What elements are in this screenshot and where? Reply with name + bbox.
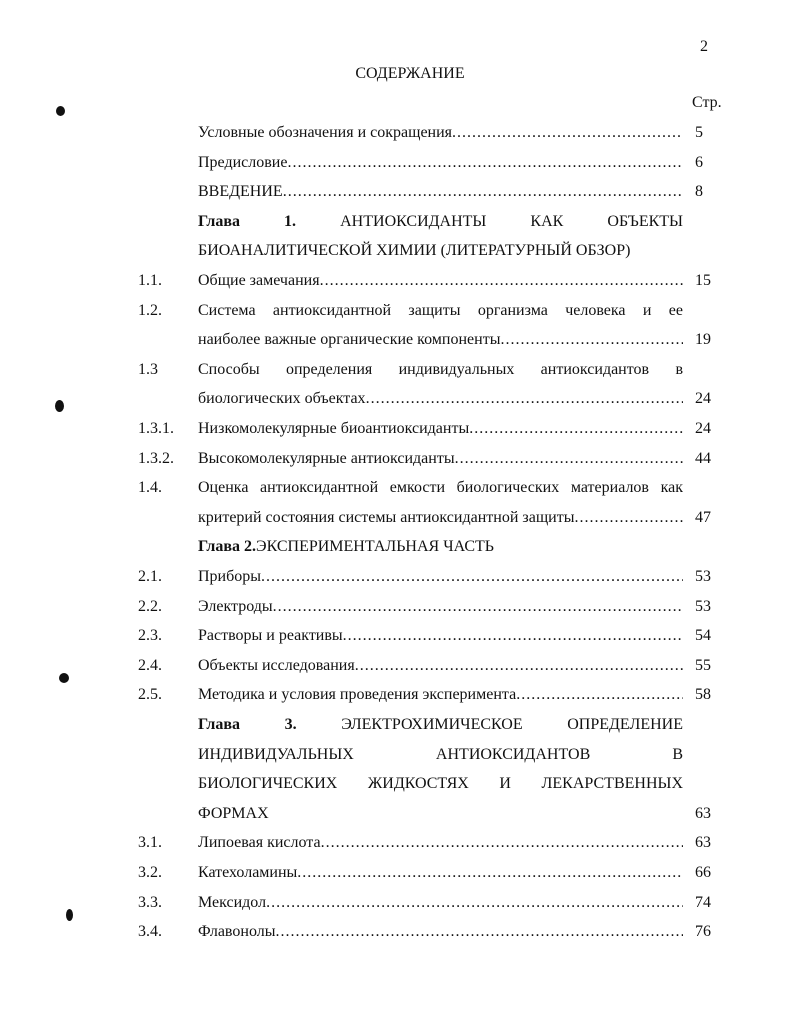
dot-leader xyxy=(366,388,683,410)
toc-page-number: 15 xyxy=(695,272,711,289)
toc-page-number: 63 xyxy=(695,834,711,852)
toc-line xyxy=(0,388,795,410)
toc-entry-text xyxy=(198,240,683,262)
toc-entry-text xyxy=(198,803,683,825)
toc-entry-title: наиболее важные органические компоненты xyxy=(198,331,501,349)
toc-entry-title: Катехоламины xyxy=(198,864,298,881)
toc-entry-title: ЭКСПЕРИМЕНТАЛЬНАЯ ЧАСТЬ xyxy=(256,538,494,556)
toc-line xyxy=(0,122,795,144)
page-number: 2 xyxy=(700,38,708,55)
toc-page-number: 8 xyxy=(695,183,703,201)
section-number: 3.3. xyxy=(138,893,162,911)
toc-entry-text xyxy=(198,773,683,795)
section-number: 3.2. xyxy=(138,864,162,881)
section-number: 1.1. xyxy=(138,272,162,289)
dot-leader xyxy=(516,684,683,706)
dot-leader xyxy=(266,892,683,914)
toc-entry-text xyxy=(198,359,683,381)
toc-line xyxy=(0,655,795,677)
toc-page-number: 63 xyxy=(695,804,711,822)
toc-line xyxy=(0,566,795,588)
toc-entry-text xyxy=(198,536,683,558)
toc-line xyxy=(0,892,795,914)
toc-entry-title: Общие замечания xyxy=(198,272,320,289)
section-number: 2.1. xyxy=(138,568,162,585)
section-number: 1.3.2. xyxy=(138,449,174,467)
toc-line xyxy=(0,596,795,618)
toc-line xyxy=(0,329,795,351)
section-number: 2.5. xyxy=(138,686,162,704)
scan-speck xyxy=(59,673,69,683)
dot-leader xyxy=(283,181,683,203)
toc-line xyxy=(0,921,795,943)
toc-line xyxy=(0,418,795,440)
section-number: 3.1. xyxy=(138,834,162,852)
toc-page-number: 66 xyxy=(695,864,711,881)
toc-page-number: 53 xyxy=(695,568,711,585)
section-number: 2.3. xyxy=(138,627,162,645)
section-number: 2.2. xyxy=(138,597,162,615)
toc-line xyxy=(0,744,795,766)
toc-entry-text xyxy=(198,181,683,203)
dot-leader xyxy=(455,448,683,470)
chapter-label: Глава 3. xyxy=(198,716,297,733)
toc-entry-title: Способы определения индивидуальных антиоксидантов в xyxy=(198,360,683,378)
toc-entry-text xyxy=(198,684,683,706)
toc-page-number: 54 xyxy=(695,627,711,645)
toc-entry-title: биологических объектах xyxy=(198,390,366,408)
toc-entry-title: Система антиоксидантной защиты организма человека и ее xyxy=(198,301,683,319)
toc-entry-text xyxy=(198,270,683,292)
toc-entry-text xyxy=(198,921,683,943)
toc-entry-title: АНТИОКСИДАНТЫ КАК ОБЪЕКТЫ xyxy=(340,212,683,230)
toc-entry-title: Условные обозначения и сокращения xyxy=(198,124,453,141)
toc-page-number: 47 xyxy=(695,508,711,526)
toc-line xyxy=(0,507,795,529)
toc-page-number: 6 xyxy=(695,153,703,171)
toc-entry-title: ВВЕДЕНИЕ xyxy=(198,183,283,201)
toc-entry-text xyxy=(198,744,683,766)
dot-leader xyxy=(574,507,683,529)
toc-entry-text xyxy=(198,596,683,618)
toc-line xyxy=(0,684,795,706)
dot-leader xyxy=(343,625,683,647)
toc-entry-text xyxy=(198,566,683,588)
toc-entry-title: Электроды xyxy=(198,597,273,615)
page-column-label: Стр. xyxy=(692,94,722,111)
toc-page-number: 44 xyxy=(695,449,711,467)
toc-entry-text xyxy=(198,122,683,144)
toc-entry-text xyxy=(198,388,683,410)
toc-line xyxy=(0,240,795,262)
toc-line xyxy=(0,448,795,470)
toc-entry-title: Низкомолекулярные биоантиоксиданты xyxy=(198,420,470,437)
toc-line xyxy=(0,773,795,795)
toc-entry-text xyxy=(198,862,683,884)
dot-leader xyxy=(500,329,683,351)
dot-leader xyxy=(452,122,683,144)
dot-leader xyxy=(261,566,683,588)
toc-entry-text xyxy=(198,714,683,736)
toc-entry-text xyxy=(198,892,683,914)
page-title: СОДЕРЖАНИЕ xyxy=(355,65,465,82)
toc-entry-title: Методика и условия проведения эксперимента xyxy=(198,686,517,704)
toc-line xyxy=(0,625,795,647)
toc-entry-text xyxy=(198,832,683,854)
dot-leader xyxy=(469,418,683,440)
toc-page-number: 24 xyxy=(695,390,711,408)
scan-speck xyxy=(55,400,64,412)
toc-entry-title: Объекты исследования xyxy=(198,656,355,674)
section-number: 1.2. xyxy=(138,301,162,319)
toc-entry-title: Высокомолекулярные антиоксиданты xyxy=(198,449,455,467)
toc-page-number: 53 xyxy=(695,597,711,615)
toc-page-number: 24 xyxy=(695,420,711,437)
toc-entry-text xyxy=(198,329,683,351)
toc-line xyxy=(0,477,795,499)
section-number: 1.3.1. xyxy=(138,420,174,437)
toc-entry-title: Липоевая кислота xyxy=(198,834,321,852)
toc-line xyxy=(0,803,795,825)
toc-entry-title: Мексидол xyxy=(198,893,267,911)
toc-entry-text xyxy=(198,655,683,677)
toc-line xyxy=(0,536,795,558)
toc-page-number: 74 xyxy=(695,893,711,911)
toc-entry-title: Флавонолы xyxy=(198,923,276,941)
toc-page-number: 58 xyxy=(695,686,711,704)
toc-entry-title: БИОАНАЛИТИЧЕСКОЙ ХИМИИ (ЛИТЕРАТУРНЫЙ ОБЗОР) xyxy=(198,242,631,260)
dot-leader xyxy=(287,152,683,174)
dot-leader xyxy=(355,655,683,677)
toc-entry-title: БИОЛОГИЧЕСКИХ ЖИДКОСТЯХ И ЛЕКАРСТВЕННЫХ xyxy=(198,775,683,793)
section-number: 3.4. xyxy=(138,923,162,941)
toc-line xyxy=(0,152,795,174)
toc-entry-text xyxy=(198,448,683,470)
dot-leader xyxy=(321,832,683,854)
toc-entry-text xyxy=(198,418,683,440)
toc-entry-title: ИНДИВИДУАЛЬНЫХ АНТИОКСИДАНТОВ В xyxy=(198,745,683,763)
toc-entry-title: ЭЛЕКТРОХИМИЧЕСКОЕ ОПРЕДЕЛЕНИЕ xyxy=(341,716,683,733)
scan-speck xyxy=(66,909,73,921)
section-number: 1.3 xyxy=(138,360,158,378)
toc-entry-text xyxy=(198,300,683,322)
toc-entry-text xyxy=(198,507,683,529)
toc-line xyxy=(0,270,795,292)
toc-line xyxy=(0,300,795,322)
toc-line xyxy=(0,714,795,736)
section-number: 1.4. xyxy=(138,479,162,497)
toc-line xyxy=(0,211,795,233)
toc-entry-text xyxy=(198,211,683,233)
toc-entry-text xyxy=(198,152,683,174)
dot-leader xyxy=(273,596,683,618)
toc-entry-title: критерий состояния системы антиоксидантной защиты xyxy=(198,508,575,526)
scan-speck xyxy=(56,106,65,116)
toc-entry-title: Растворы и реактивы xyxy=(198,627,343,645)
toc-line xyxy=(0,832,795,854)
dot-leader xyxy=(297,862,683,884)
section-number: 2.4. xyxy=(138,656,162,674)
toc-entry-title: ФОРМАХ xyxy=(198,804,269,822)
chapter-label: Глава 1. xyxy=(198,212,297,230)
dot-leader xyxy=(275,921,683,943)
toc-page-number: 5 xyxy=(695,124,703,141)
toc-entry-text xyxy=(198,625,683,647)
toc-entry-title: Оценка антиоксидантной емкости биологических материалов как xyxy=(198,479,683,497)
toc-entry-text xyxy=(198,477,683,499)
toc-entry-title: Предисловие xyxy=(198,153,288,171)
dot-leader xyxy=(320,270,683,292)
toc-line xyxy=(0,181,795,203)
toc-page-number: 55 xyxy=(695,656,711,674)
toc-entry-title: Приборы xyxy=(198,568,262,585)
toc-line xyxy=(0,862,795,884)
toc-line xyxy=(0,359,795,381)
chapter-label: Глава 2. xyxy=(198,538,256,556)
toc-page-number: 19 xyxy=(695,331,711,349)
toc-page-number: 76 xyxy=(695,923,711,941)
